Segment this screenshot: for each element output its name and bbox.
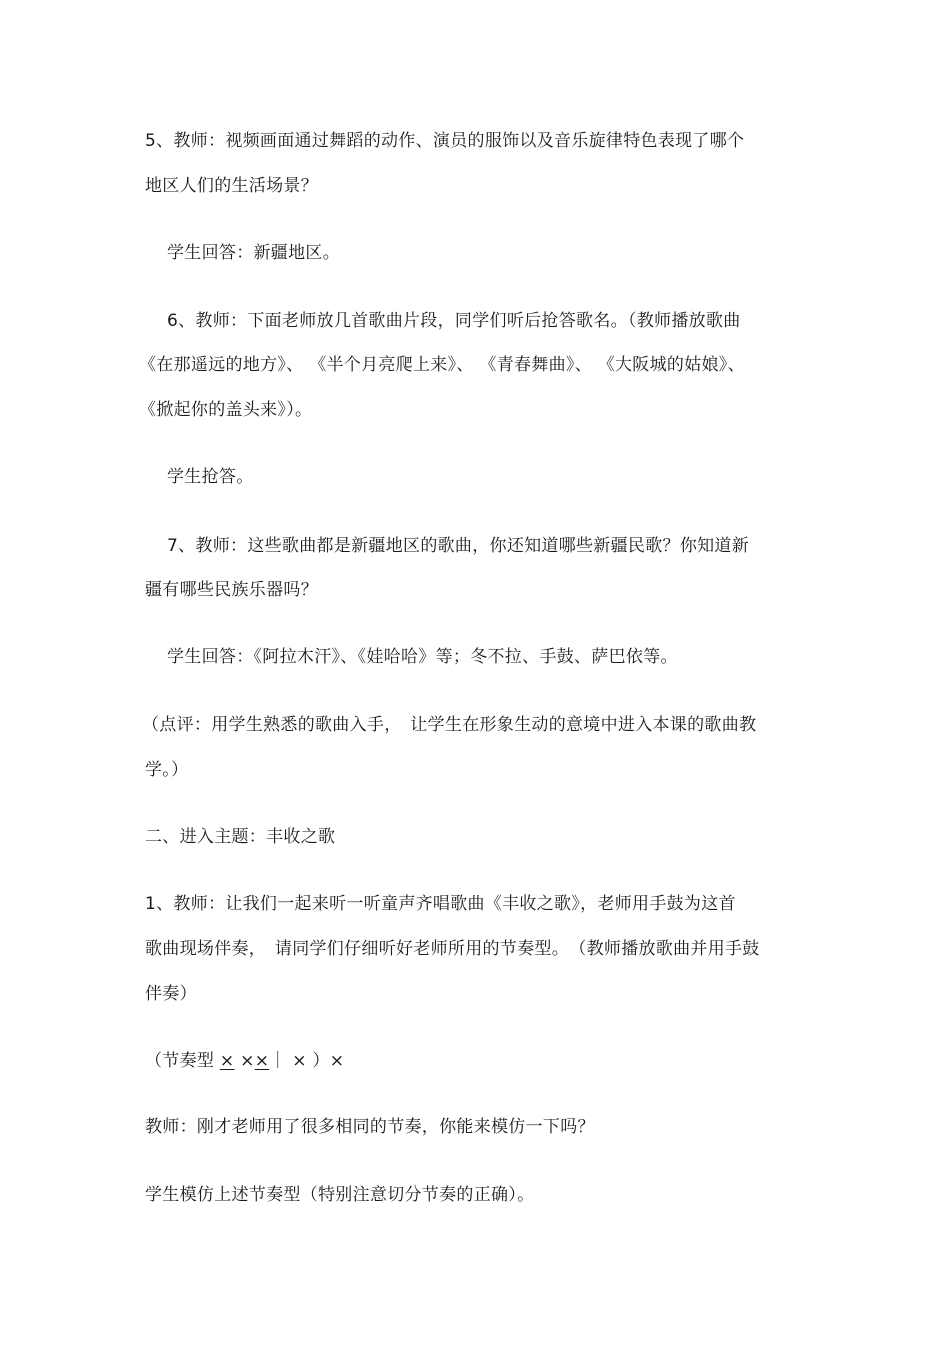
- rhythm-bar: ｜ × ）×: [269, 1051, 345, 1071]
- paragraph-line: 学。）: [145, 760, 189, 780]
- paragraph-line: 5、教师：视频画面通过舞蹈的动作、演员的服饰以及音乐旋律特色表现了哪个: [145, 131, 745, 151]
- paragraph-line: 学生回答：新疆地区。: [167, 243, 340, 263]
- paragraph-line: 教师：刚才老师用了很多相同的节奏，你能来模仿一下吗？: [145, 1117, 595, 1137]
- paragraph-line: 地区人们的生活场景？: [145, 176, 318, 196]
- rhythm-pattern: [145, 1050, 344, 1072]
- rhythm-prefix: （节奏型: [145, 1051, 220, 1071]
- section-heading: 二、进入主题：丰收之歌: [145, 827, 336, 847]
- paragraph-line: 《掀起你的盖头来》）。: [139, 400, 313, 420]
- rhythm-note: ×: [234, 1051, 255, 1071]
- paragraph-line: 学生抢答。: [167, 467, 254, 487]
- paragraph-line: 《在那遥远的地方》、 《半个月亮爬上来》、 《青春舞曲》、 《大阪城的姑娘》、: [139, 355, 745, 375]
- rhythm-note: ×: [254, 1051, 270, 1071]
- paragraph-line: 疆有哪些民族乐器吗？: [145, 580, 318, 600]
- paragraph-line: 学生模仿上述节奏型（特别注意切分节奏的正确）。: [145, 1185, 535, 1205]
- rhythm-note: ×: [219, 1051, 235, 1071]
- paragraph-line: 6、教师：下面老师放几首歌曲片段，同学们听后抢答歌名。（教师播放歌曲: [167, 311, 741, 331]
- paragraph-line: 伴奏）: [145, 984, 197, 1004]
- paragraph-line: 歌曲现场伴奏， 请同学们仔细听好老师所用的节奏型。 （教师播放歌曲并用手鼓: [145, 939, 760, 959]
- paragraph-line: （点评：用学生熟悉的歌曲入手， 让学生在形象生动的意境中进入本课的歌曲教: [142, 715, 757, 735]
- paragraph-line: 学生回答：《阿拉木汗》、《娃哈哈》等；冬不拉、手鼓、萨巴依等。: [167, 647, 678, 667]
- paragraph-line: 7、教师：这些歌曲都是新疆地区的歌曲，你还知道哪些新疆民歌？你知道新: [167, 536, 750, 556]
- paragraph-line: 1、教师：让我们一起来听一听童声齐唱歌曲《丰收之歌》，老师用手鼓为这首: [145, 894, 736, 914]
